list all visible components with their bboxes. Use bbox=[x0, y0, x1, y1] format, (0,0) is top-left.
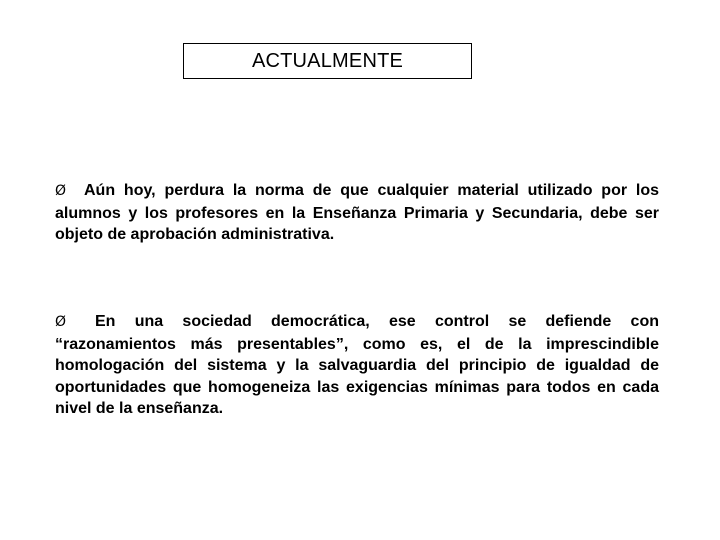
paragraph-2-text: En una sociedad democrática, ese control se defiende con “razonamientos más presentables”, como es, el de la imprescindible homologación del sistema y la salvaguardia del principio de igualdad de oportunidades que homogeneiza las exigencias mínimas para todos en cada nivel de la enseñanza. bbox=[55, 313, 659, 417]
arrow-bullet-icon: Ø bbox=[55, 314, 67, 330]
paragraph-1-text: Aún hoy, perdura la norma de que cualquier material utilizado por los alumnos y los profesores en la Enseñanza Primaria y Secundaria, debe ser objeto de aprobación administrativa. bbox=[55, 182, 659, 243]
arrow-bullet-icon: Ø bbox=[55, 183, 67, 199]
bullet-paragraph-1 bbox=[55, 180, 659, 246]
slide-title: ACTUALMENTE bbox=[251, 49, 404, 72]
title-box bbox=[183, 43, 472, 79]
bullet-paragraph-2 bbox=[55, 311, 659, 420]
